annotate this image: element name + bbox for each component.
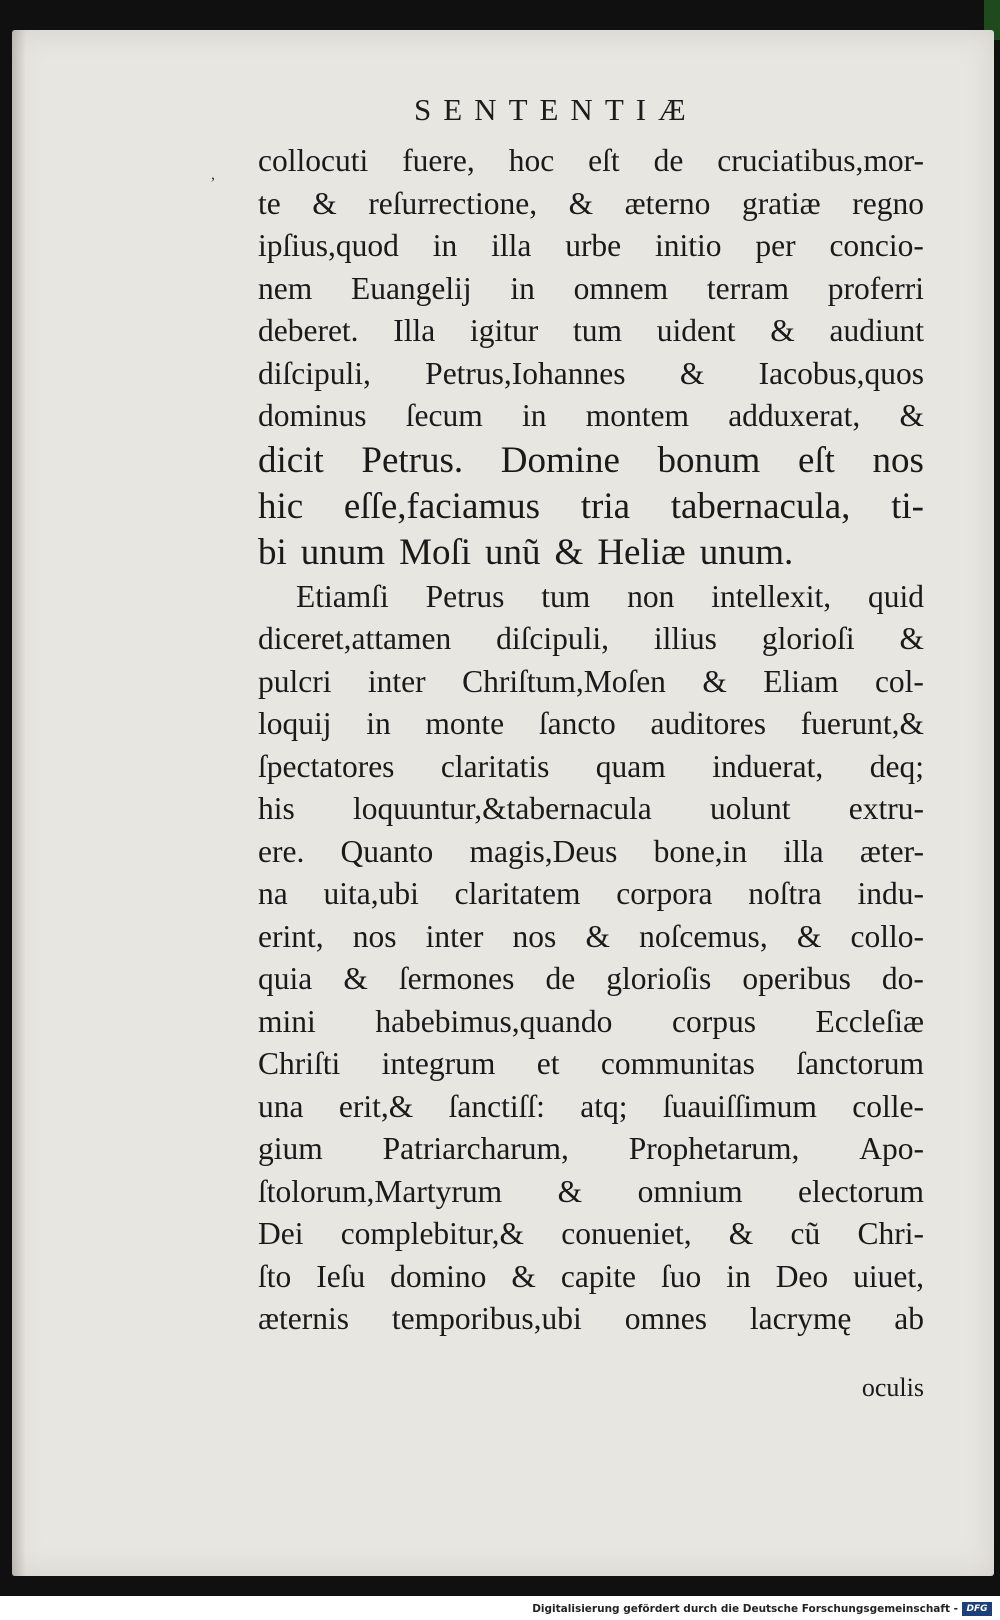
word: indu- (857, 876, 924, 911)
word: & (511, 1258, 536, 1294)
word: gium (258, 1131, 323, 1166)
word: in (510, 270, 535, 306)
word: ſto (258, 1258, 292, 1294)
word: unum (300, 531, 386, 573)
text-line (258, 703, 924, 746)
word: quid (867, 578, 924, 614)
word: eſt (588, 143, 620, 178)
word: non (627, 578, 675, 614)
word: tabernacula, (670, 485, 851, 527)
word: quia (258, 961, 313, 996)
word: ſancto (538, 706, 616, 741)
word: induerat, (712, 748, 824, 784)
word: eſt (797, 439, 835, 481)
word: bi (258, 531, 287, 573)
word: terram (706, 270, 790, 306)
text-line (258, 1171, 924, 1214)
word: uiuet, (853, 1258, 924, 1294)
word: bonum (657, 439, 761, 481)
text-line (258, 831, 924, 874)
word: erint, (258, 918, 324, 954)
word: colle- (852, 1088, 924, 1124)
text-line (258, 746, 924, 789)
word: glorioſi (761, 621, 855, 656)
word: noſcemus, (639, 918, 768, 954)
word: Quanto (340, 833, 434, 869)
word: audiunt (829, 313, 924, 348)
text-line (258, 484, 924, 530)
word: æternis (258, 1301, 349, 1336)
word: Euangelij (350, 270, 472, 306)
word: collocuti (258, 143, 369, 178)
word: & (899, 398, 924, 433)
word: hoc (508, 143, 555, 178)
text-block (258, 140, 924, 1341)
word: & (312, 185, 337, 221)
word: Ieſu (316, 1258, 366, 1294)
word: in (366, 706, 391, 741)
word: nos (872, 439, 924, 481)
word: noſtra (748, 876, 822, 911)
word: corpora (616, 876, 713, 911)
word: inter (367, 663, 426, 699)
word: fuerunt,& (800, 706, 924, 741)
word: conueniet, (561, 1216, 692, 1251)
word: atq; (580, 1088, 628, 1124)
word: do- (881, 961, 924, 996)
word: ſpectatores (258, 748, 395, 784)
word: loquuntur,&tabernacula (353, 791, 652, 826)
word: ſuo (661, 1258, 702, 1294)
word: Moſi (399, 531, 472, 573)
word: & (702, 663, 727, 699)
word: unũ (485, 531, 541, 573)
word: diceret,attamen (258, 621, 452, 656)
word: pulcri (258, 663, 332, 699)
word: tum (541, 578, 591, 614)
text-line (258, 310, 924, 353)
word: montem (585, 398, 689, 433)
word: & (568, 185, 594, 221)
word: adduxerat, (728, 398, 861, 433)
word: extru- (848, 791, 924, 826)
word: Iacobus,quos (758, 355, 924, 391)
word: diſcipuli, (258, 355, 371, 391)
page-gutter-shadow (12, 30, 26, 1576)
text-line (258, 618, 924, 661)
word: æterno (624, 185, 711, 221)
word: & (554, 531, 584, 573)
word: fuere, (402, 143, 475, 178)
text-line (258, 1128, 924, 1171)
word: domino (390, 1258, 487, 1294)
word: diſcipuli, (496, 621, 610, 656)
word: illius (653, 621, 717, 656)
word: operibus (742, 961, 851, 996)
text-line (258, 530, 924, 576)
word: nem (258, 270, 313, 306)
word: in (726, 1258, 751, 1294)
word: omnium (637, 1173, 743, 1209)
word: uolunt (710, 791, 791, 826)
word: urbe (565, 228, 622, 263)
word: de (545, 961, 576, 996)
word: et (536, 1046, 560, 1081)
word: & (679, 355, 705, 391)
text-line (258, 438, 924, 484)
word: Petrus (425, 578, 505, 614)
word: cũ (790, 1216, 821, 1251)
word: de (653, 143, 684, 178)
word: ti- (891, 485, 924, 527)
word: omnes (624, 1301, 707, 1336)
word: na (258, 876, 288, 911)
word: Apo- (859, 1131, 924, 1166)
word: monte (425, 706, 505, 741)
word: in (521, 398, 547, 433)
word: per (755, 228, 796, 263)
word: & (728, 1216, 754, 1251)
text-line (258, 1213, 924, 1256)
word: ſanctorum (796, 1046, 924, 1081)
word: & (899, 621, 924, 656)
word: Chri- (857, 1216, 924, 1251)
word: temporibus,ubi (391, 1301, 582, 1336)
word: dicit (258, 439, 324, 481)
text-line (258, 1086, 924, 1129)
word: Illa (393, 313, 436, 348)
word: ſuauiſſimum (662, 1088, 817, 1124)
word: deberet. (258, 313, 359, 348)
text-line (258, 1298, 924, 1341)
text-line (258, 1256, 924, 1299)
word: Eccleſiæ (815, 1003, 924, 1039)
word: ab (894, 1301, 924, 1336)
catchword: oculis (861, 1373, 924, 1402)
word: tum (573, 313, 623, 348)
word: communitas (600, 1046, 755, 1081)
word: Deo (775, 1258, 829, 1294)
word: Prophetarum, (628, 1131, 800, 1166)
word: æter- (859, 833, 924, 869)
word: uita,ubi (323, 876, 419, 911)
text-line (258, 268, 924, 311)
word: bone,in (653, 833, 748, 869)
word: dominus (258, 398, 367, 433)
running-head: SENTENTIÆ (414, 92, 698, 127)
word: collo- (850, 918, 924, 954)
word: Eliam (763, 663, 839, 699)
text-line (258, 353, 924, 396)
word: inter (425, 918, 484, 954)
text-line (258, 916, 924, 959)
word: integrum (381, 1046, 496, 1081)
word: mini (258, 1003, 316, 1039)
dfg-logo-badge: DFG (962, 1602, 992, 1616)
word: auditores (650, 706, 766, 741)
word: omnem (573, 270, 669, 306)
word: claritatem (454, 876, 581, 911)
word: ipſius,quod (258, 228, 399, 263)
text-line (258, 1001, 924, 1044)
word: reſurrectione, (368, 185, 538, 221)
word: nos (512, 918, 557, 954)
word: intellexit, (711, 578, 832, 614)
word: una (258, 1088, 304, 1124)
text-line (258, 1043, 924, 1086)
word: Chriſti (258, 1046, 341, 1081)
word: nos (352, 918, 397, 954)
word: loquij (258, 706, 332, 741)
word: habebimus,quando (375, 1003, 613, 1039)
text-line (258, 395, 924, 438)
word: Domine (500, 439, 620, 481)
word: gratiæ (741, 185, 821, 221)
word: claritatis (440, 748, 550, 784)
word: hic (258, 485, 304, 527)
word: quam (595, 748, 666, 784)
word: Petrus,Iohannes (425, 355, 626, 391)
word: corpus (671, 1003, 756, 1039)
text-line (258, 225, 924, 268)
word: illa (783, 833, 824, 869)
word: Etiamſi (296, 578, 389, 614)
word: Patriarcharum, (382, 1131, 569, 1166)
word: deq; (869, 748, 924, 784)
word: electorum (798, 1173, 924, 1209)
word: erit,& (338, 1088, 414, 1124)
text-line (258, 183, 924, 226)
word: regno (852, 185, 924, 221)
word: complebitur,& (340, 1216, 525, 1251)
word: ſecum (405, 398, 483, 433)
word: Heliæ (597, 531, 686, 573)
word: proferri (827, 270, 924, 306)
stray-ink-mark: , (211, 166, 215, 183)
text-line (258, 958, 924, 1001)
text-line (258, 788, 924, 831)
text-line (258, 140, 924, 183)
word: & (343, 961, 368, 996)
text-line (258, 576, 924, 619)
word: uident (656, 313, 736, 348)
word: ere. (258, 833, 305, 869)
word: igitur (470, 313, 539, 348)
word: ſtolorum,Martyrum (258, 1173, 503, 1209)
word: & (770, 313, 795, 348)
word: his (258, 791, 295, 826)
word: & (796, 918, 822, 954)
word: te (258, 185, 281, 221)
word: in (432, 228, 458, 263)
text-line (258, 873, 924, 916)
word: Dei (258, 1216, 304, 1251)
word: initio (655, 228, 722, 263)
word: ſanctiſſ: (448, 1088, 545, 1124)
word: tria (580, 485, 631, 527)
word: cruciatibus,mor- (717, 143, 924, 178)
word: & (557, 1173, 583, 1209)
word: concio- (829, 228, 924, 263)
word: glorioſis (606, 961, 712, 996)
word: capite (560, 1258, 637, 1294)
word: col- (874, 663, 924, 699)
word: ſermones (398, 961, 515, 996)
word: lacrymę (749, 1301, 852, 1336)
word: unum. (699, 531, 794, 573)
text-line (258, 661, 924, 704)
word: & (585, 918, 610, 954)
word: eſſe,faciamus (343, 485, 541, 527)
word: Petrus. (361, 439, 464, 481)
word: Chriſtum,Moſen (462, 663, 666, 699)
word: magis,Deus (469, 833, 618, 869)
word: illa (491, 228, 532, 263)
footer-credit: Digitalisierung gefördert durch die Deutsche Forschungsgemeinschaft - (532, 1603, 958, 1615)
